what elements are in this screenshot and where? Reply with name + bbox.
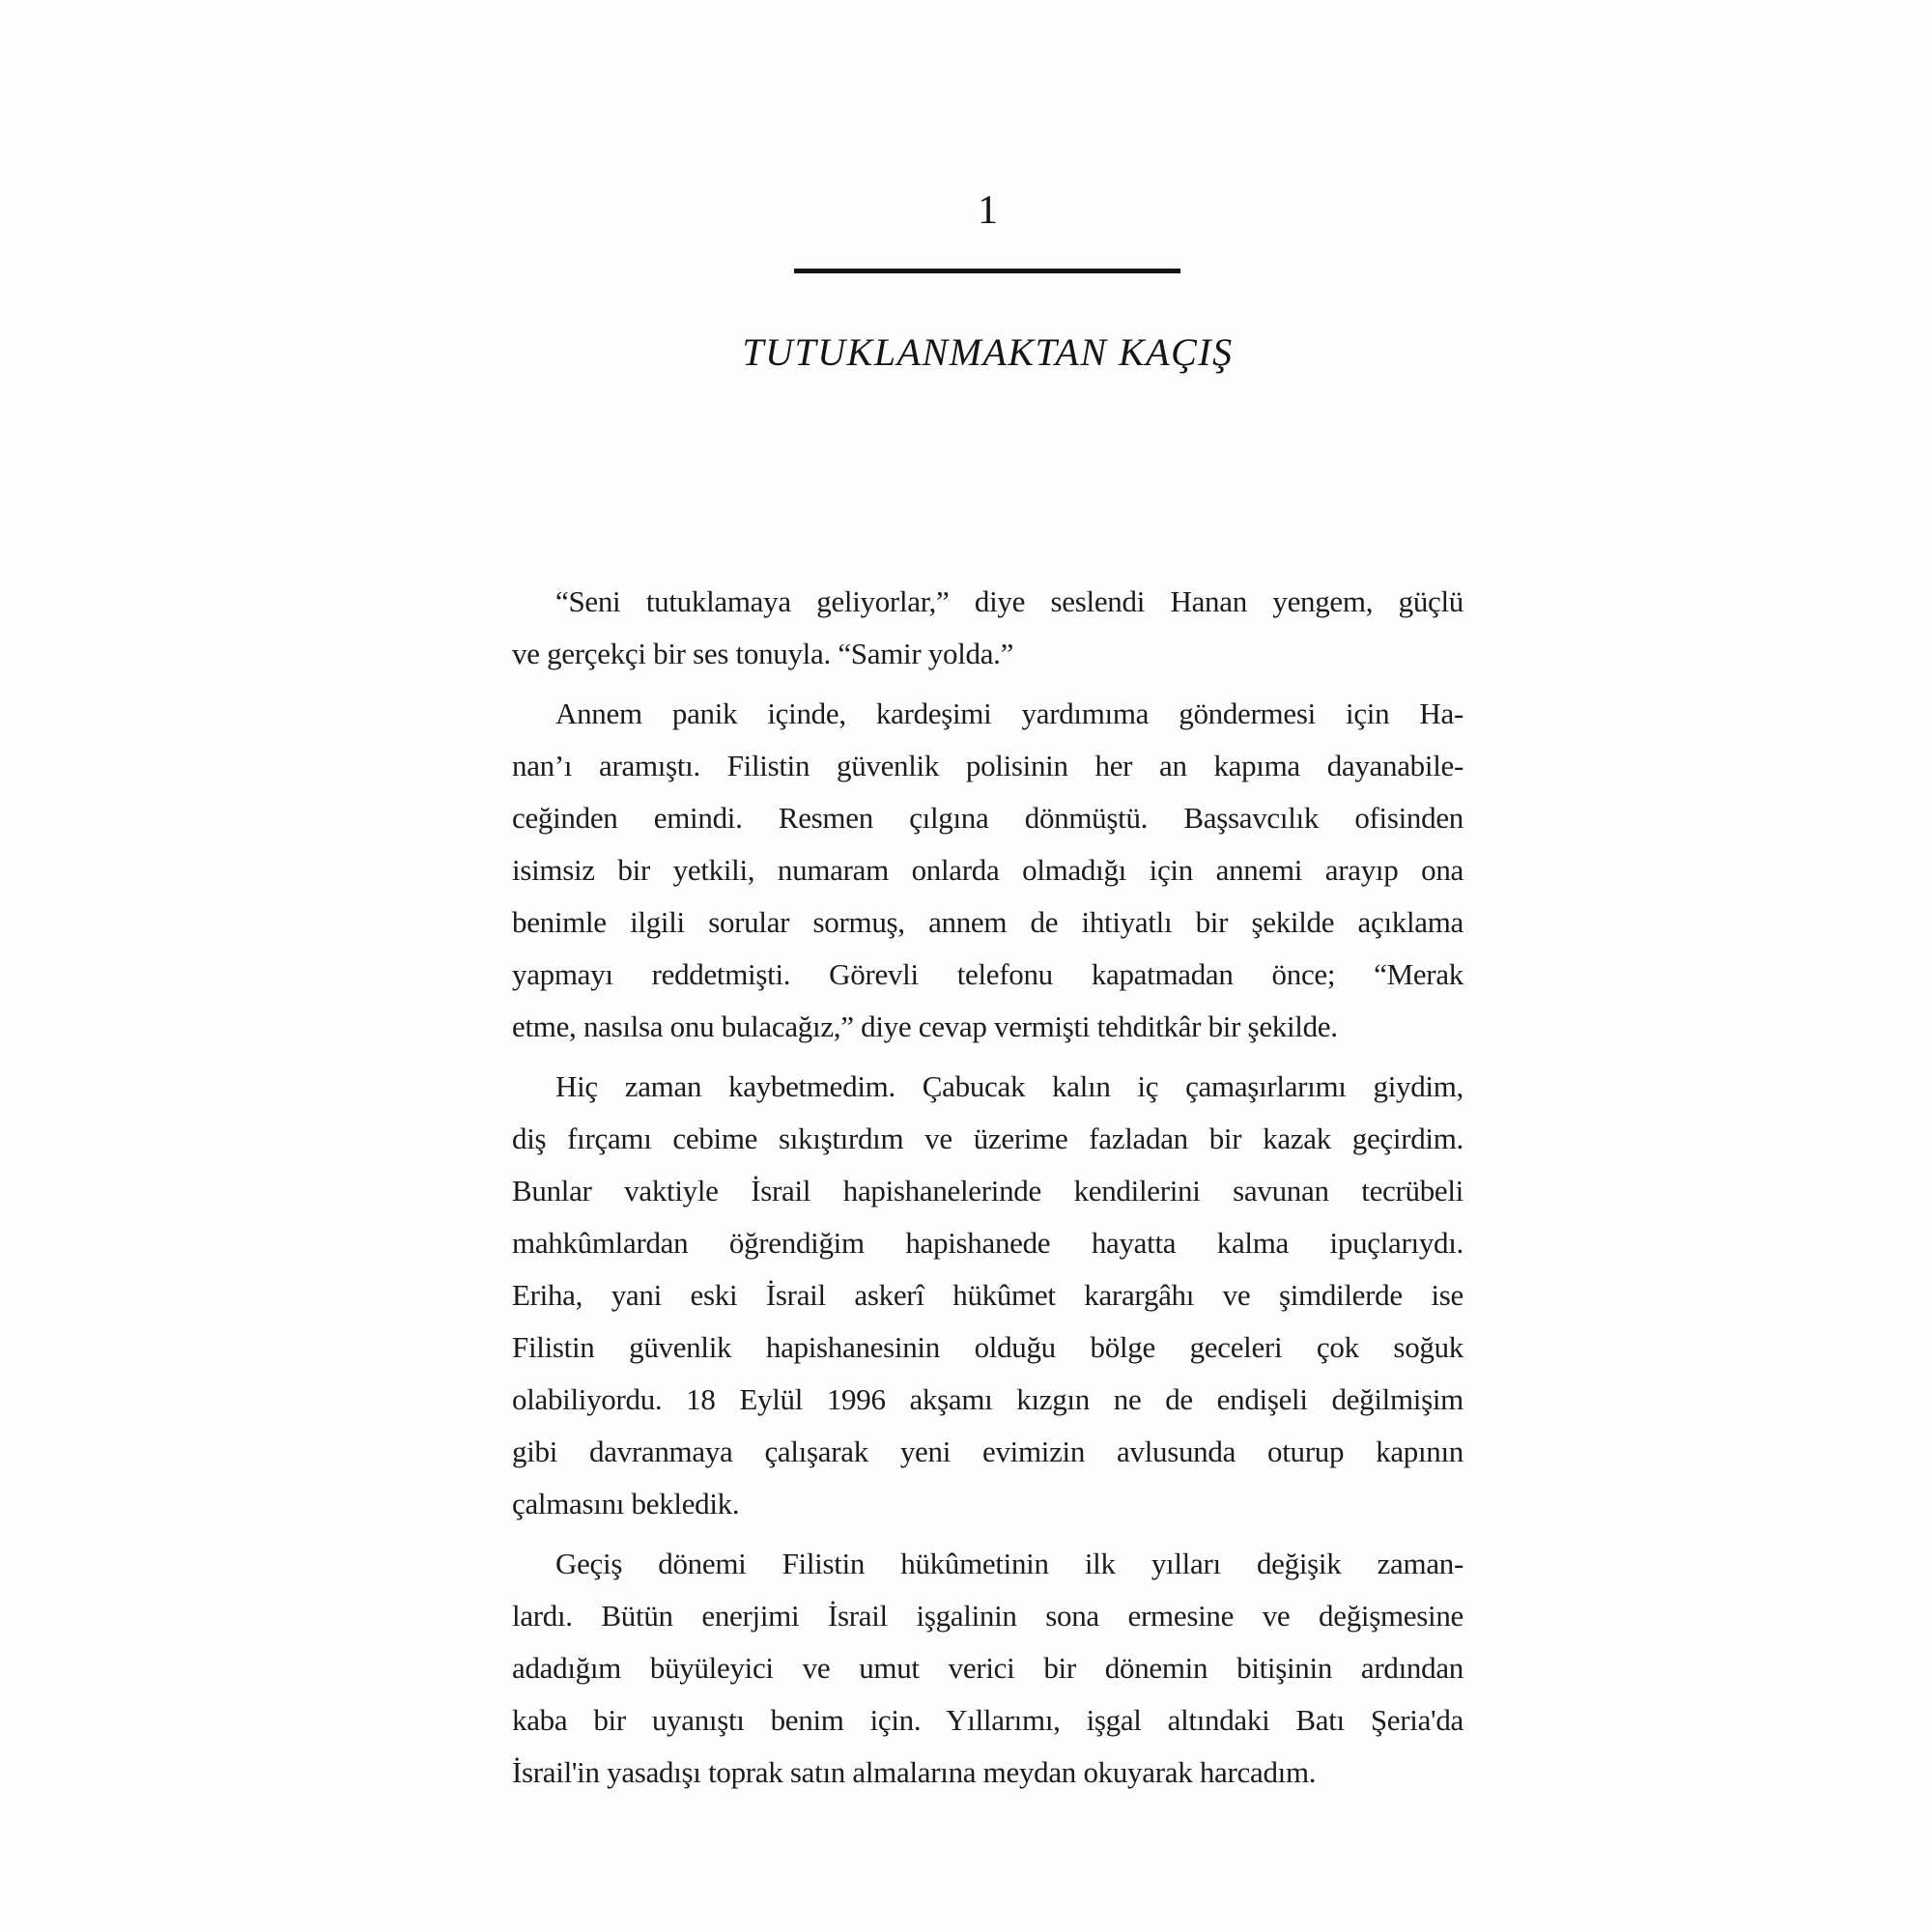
text-line: kaba bir uyanıştı benim için. Yıllarımı, işgal altındaki Batı Şeria'da bbox=[512, 1703, 1463, 1737]
text-line: “Seni tutuklamaya geliyorlar,” diye seslendi Hanan yengem, güçlü bbox=[555, 584, 1463, 618]
text-line: etme, nasılsa onu bulacağız,” diye cevap vermişti tehditkâr bir şekilde. bbox=[512, 1009, 1338, 1043]
text-line: benimle ilgili sorular sormuş, annem de ihtiyatlı bir şekilde açıklama bbox=[512, 905, 1463, 939]
text-line: Eriha, yani eski İsrail askerî hükûmet karargâhı ve şimdilerde ise bbox=[512, 1278, 1463, 1312]
text-line: isimsiz bir yetkili, numaram onlarda olmadığı için annemi arayıp ona bbox=[512, 853, 1463, 887]
text-line: Bunlar vaktiyle İsrail hapishanelerinde kendilerini savunan tecrübeli bbox=[512, 1174, 1463, 1208]
chapter-divider-rule bbox=[794, 269, 1180, 273]
text-line: Hiç zaman kaybetmedim. Çabucak kalın iç çamaşırlarımı giydim, bbox=[555, 1069, 1463, 1103]
text-line: adadığım büyüleyici ve umut verici bir dönemin bitişinin ardından bbox=[512, 1651, 1463, 1685]
text-line: lardı. Bütün enerjimi İsrail işgalinin sona ermesine ve değişmesine bbox=[512, 1599, 1463, 1633]
chapter-number: 1 bbox=[978, 188, 998, 233]
text-line: Filistin güvenlik hapishanesinin olduğu bölge geceleri çok soğuk bbox=[512, 1330, 1463, 1364]
chapter-title: TUTUKLANMAKTAN KAÇIŞ bbox=[742, 330, 1234, 374]
paragraph bbox=[512, 1061, 1463, 1530]
paragraph bbox=[512, 688, 1463, 1053]
text-line: gibi davranmaya çalışarak yeni evimizin avlusunda oturup kapının bbox=[512, 1435, 1463, 1468]
text-line: yapmayı reddetmişti. Görevli telefonu kapatmadan önce; “Merak bbox=[512, 957, 1463, 991]
text-line: çalmasını bekledik. bbox=[512, 1487, 740, 1520]
text-line: Annem panik içinde, kardeşimi yardımıma göndermesi için Ha- bbox=[555, 696, 1463, 730]
text-line: olabiliyordu. 18 Eylül 1996 akşamı kızgın ne de endişeli değilmişim bbox=[512, 1382, 1463, 1416]
paragraph bbox=[512, 1538, 1463, 1799]
text-line: diş fırçamı cebime sıkıştırdım ve üzerime fazladan bir kazak geçirdim. bbox=[512, 1122, 1463, 1155]
text-line: ceğinden emindi. Resmen çılgına dönmüştü. Başsavcılık ofisinden bbox=[512, 801, 1463, 835]
text-line: İsrail'in yasadışı toprak satın almalarına meydan okuyarak harcadım. bbox=[512, 1755, 1317, 1789]
text-line: mahkûmlardan öğrendiğim hapishanede hayatta kalma ipuçlarıydı. bbox=[512, 1226, 1463, 1260]
text-line: ve gerçekçi bir ses tonuyla. “Samir yolda.” bbox=[512, 637, 1014, 670]
paragraph bbox=[512, 576, 1463, 680]
text-line: Geçiş dönemi Filistin hükûmetinin ilk yılları değişik zaman- bbox=[555, 1547, 1463, 1580]
body-text bbox=[512, 576, 1463, 1799]
text-line: nan’ı aramıştı. Filistin güvenlik polisinin her an kapıma dayanabile- bbox=[512, 749, 1463, 782]
